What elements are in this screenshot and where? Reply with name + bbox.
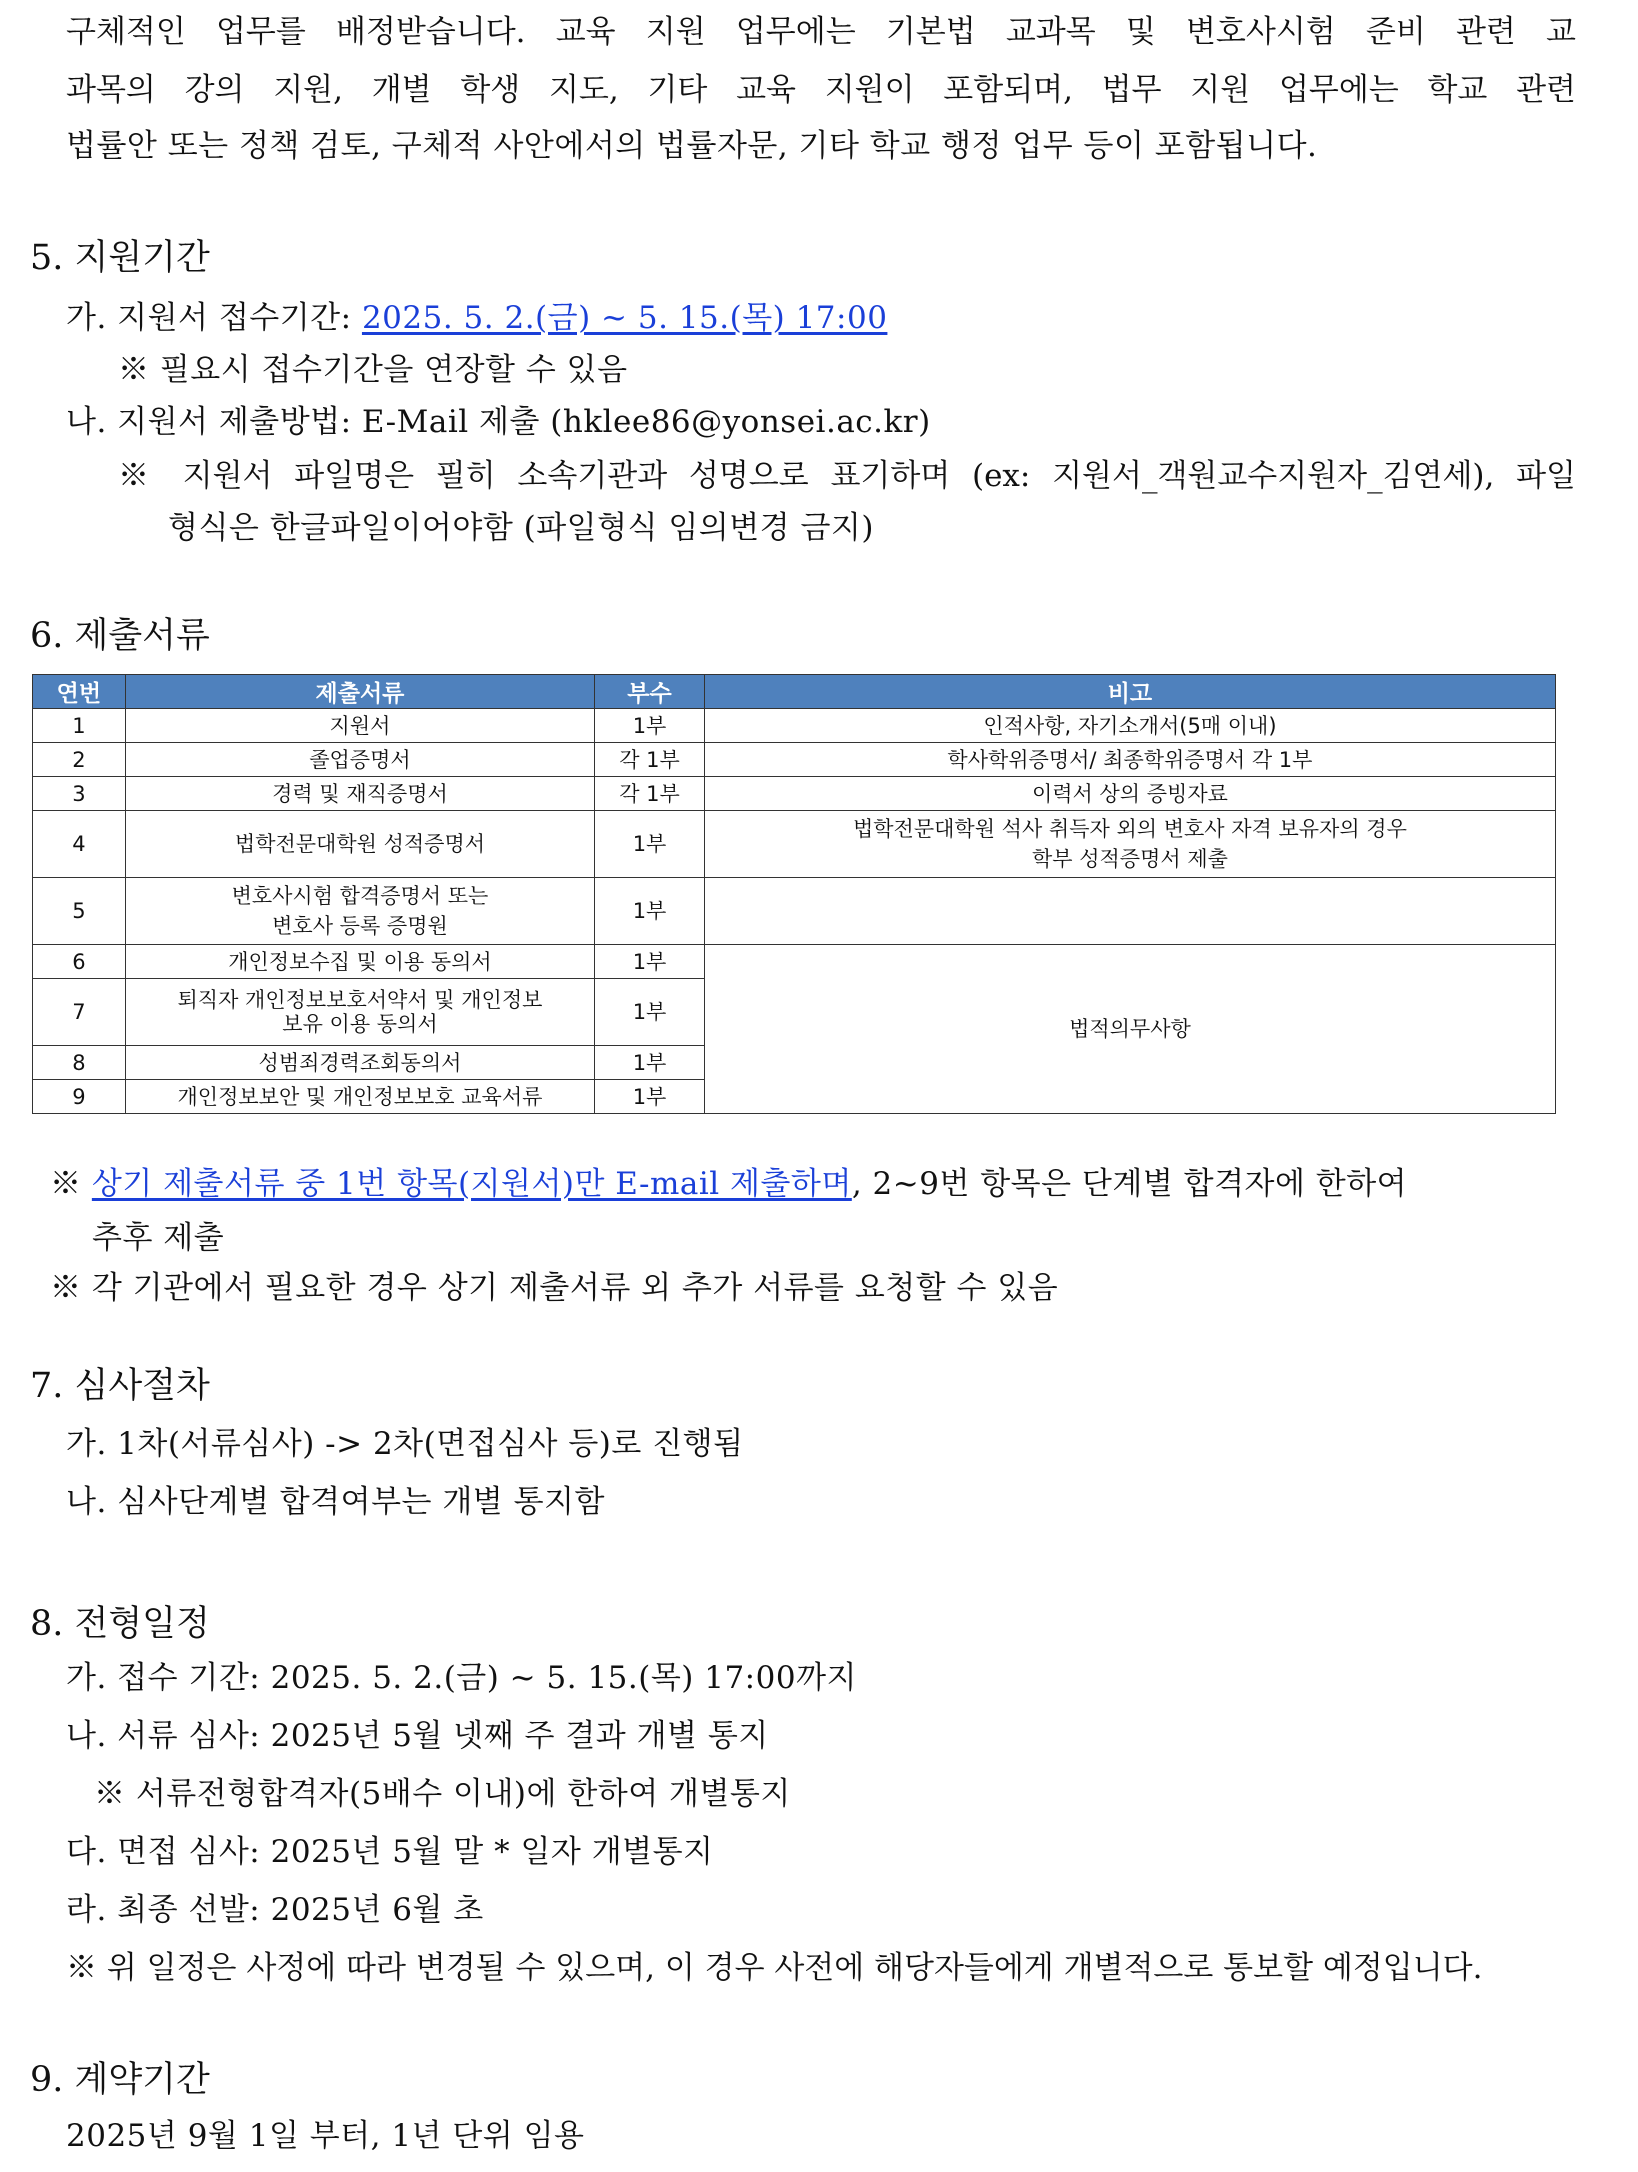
cell-no: 1	[33, 709, 126, 743]
cell-count: 1부	[595, 945, 705, 979]
table-row	[33, 945, 1556, 979]
cell-document-line-1: 퇴직자 개인정보보호서약서 및 개인정보	[177, 988, 543, 1012]
cell-no: 4	[33, 811, 126, 878]
cell-count: 1부	[595, 1046, 705, 1080]
intro-line-3: 법률안 또는 정책 검토, 구체적 사안에서의 법률자문, 기타 학교 행정 업무 등이 포함됩니다.	[66, 128, 1318, 164]
email-only-link[interactable]: 상기 제출서류 중 1번 항목(지원서)만 E-mail 제출하며	[91, 1166, 852, 1202]
cell-count: 1부	[595, 878, 705, 945]
header-note: 비고	[704, 675, 1555, 709]
header-no: 연번	[33, 675, 126, 709]
cell-no: 9	[33, 1080, 126, 1114]
cell-no: 2	[33, 743, 126, 777]
table-row	[33, 709, 1556, 743]
section-6-title: 6. 제출서류	[30, 616, 210, 656]
s7-item-a: 가. 1차(서류심사) -> 2차(면접심사 등)로 진행됨	[66, 1426, 744, 1462]
section-7-title: 7. 심사절차	[30, 1366, 210, 1406]
application-period-link[interactable]: 2025. 5. 2.(금) ~ 5. 15.(목) 17:00	[361, 300, 888, 336]
section-5-title: 5. 지원기간	[30, 238, 210, 278]
s5-item-a-label: 가. 지원서 접수기간:	[66, 300, 362, 336]
s6-note-1	[50, 1162, 1407, 1206]
cell-note: 인적사항, 자기소개서(5매 이내)	[704, 709, 1555, 743]
cell-note-line-2: 학부 성적증명서 제출	[1031, 847, 1228, 871]
s5-item-a	[66, 296, 887, 340]
cell-document: 개인정보수집 및 이용 동의서	[125, 945, 594, 979]
s9-text: 2025년 9월 1일 부터, 1년 단위 임용	[66, 2118, 585, 2154]
cell-note	[704, 878, 1555, 945]
cell-note-line-1: 법학전문대학원 석사 취득자 외의 변호사 자격 보유자의 경우	[852, 817, 1407, 841]
section-9-title: 9. 계약기간	[30, 2060, 210, 2100]
s6-note-2: ※ 각 기관에서 필요한 경우 상기 제출서류 외 추가 서류를 요청할 수 있음	[50, 1270, 1059, 1306]
cell-no: 5	[33, 878, 126, 945]
s8-note: ※ 위 일정은 사정에 따라 변경될 수 있으며, 이 경우 사전에 해당자들에게 개별적으로 통보할 예정입니다.	[66, 1950, 1483, 1986]
s5-item-b-note-1: ※ 지원서 파일명은 필히 소속기관과 성명으로 표기하며 (ex: 지원서_객원교수지원자_김연세), 파일	[118, 458, 1576, 494]
cell-no: 6	[33, 945, 126, 979]
s8-item-b: 나. 서류 심사: 2025년 5월 넷째 주 결과 개별 통지	[66, 1718, 769, 1754]
s5-item-b-note-2: 형식은 한글파일이어야함 (파일형식 임의변경 금지)	[168, 510, 874, 546]
intro-line-2: 과목의 강의 지원, 개별 학생 지도, 기타 교육 지원이 포함되며, 법무 지원 업무에는 학교 관련	[66, 72, 1576, 108]
cell-no: 8	[33, 1046, 126, 1080]
s5-item-b: 나. 지원서 제출방법: E-Mail 제출 (hklee86@yonsei.ac.kr)	[66, 404, 931, 440]
cell-document: 지원서	[125, 709, 594, 743]
table-header-row	[33, 675, 1556, 709]
cell-count: 1부	[595, 1080, 705, 1114]
cell-document	[125, 878, 594, 945]
cell-document	[125, 979, 594, 1046]
cell-note: 학사학위증명서/ 최종학위증명서 각 1부	[704, 743, 1555, 777]
s8-item-c: 다. 면접 심사: 2025년 5월 말 * 일자 개별통지	[66, 1834, 714, 1870]
cell-document: 개인정보보안 및 개인정보보호 교육서류	[125, 1080, 594, 1114]
cell-document-line-1: 변호사시험 합격증명서 또는	[231, 884, 489, 908]
cell-count: 각 1부	[595, 777, 705, 811]
intro-line-1: 구체적인 업무를 배정받습니다. 교육 지원 업무에는 기본법 교과목 및 변호사시험 준비 관련 교	[66, 14, 1576, 50]
s8-item-a: 가. 접수 기간: 2025. 5. 2.(금) ~ 5. 15.(목) 17:00까지	[66, 1660, 857, 1696]
table-row	[33, 811, 1556, 878]
cell-note: 이력서 상의 증빙자료	[704, 777, 1555, 811]
cell-document: 졸업증명서	[125, 743, 594, 777]
s6-note-1-cont: 추후 제출	[92, 1220, 225, 1256]
s7-item-b: 나. 심사단계별 합격여부는 개별 통지함	[66, 1484, 605, 1520]
section-8-title: 8. 전형일정	[30, 1604, 210, 1644]
cell-note	[704, 811, 1555, 878]
cell-document: 성범죄경력조회동의서	[125, 1046, 594, 1080]
header-document: 제출서류	[125, 675, 594, 709]
table-row	[33, 743, 1556, 777]
table-row	[33, 777, 1556, 811]
cell-note-merged: 법적의무사항	[704, 945, 1555, 1114]
cell-count: 각 1부	[595, 743, 705, 777]
cell-document-line-2: 보유 이용 동의서	[282, 1012, 438, 1036]
cell-no: 3	[33, 777, 126, 811]
cell-count: 1부	[595, 709, 705, 743]
documents-table	[32, 674, 1556, 1114]
cell-count: 1부	[595, 811, 705, 878]
cell-count: 1부	[595, 979, 705, 1046]
cell-document: 법학전문대학원 성적증명서	[125, 811, 594, 878]
s8-item-d: 라. 최종 선발: 2025년 6월 초	[66, 1892, 484, 1928]
s8-item-b-note: ※ 서류전형합격자(5배수 이내)에 한하여 개별통지	[94, 1776, 791, 1812]
cell-document-line-2: 변호사 등록 증명원	[272, 914, 448, 938]
s6-note-1-rest: , 2~9번 항목은 단계별 합격자에 한하여	[851, 1166, 1408, 1202]
cell-document: 경력 및 재직증명서	[125, 777, 594, 811]
s6-note-1-mark: ※	[50, 1166, 92, 1202]
table-row	[33, 878, 1556, 945]
header-count: 부수	[595, 675, 705, 709]
s5-item-a-note: ※ 필요시 접수기간을 연장할 수 있음	[118, 352, 628, 388]
cell-no: 7	[33, 979, 126, 1046]
